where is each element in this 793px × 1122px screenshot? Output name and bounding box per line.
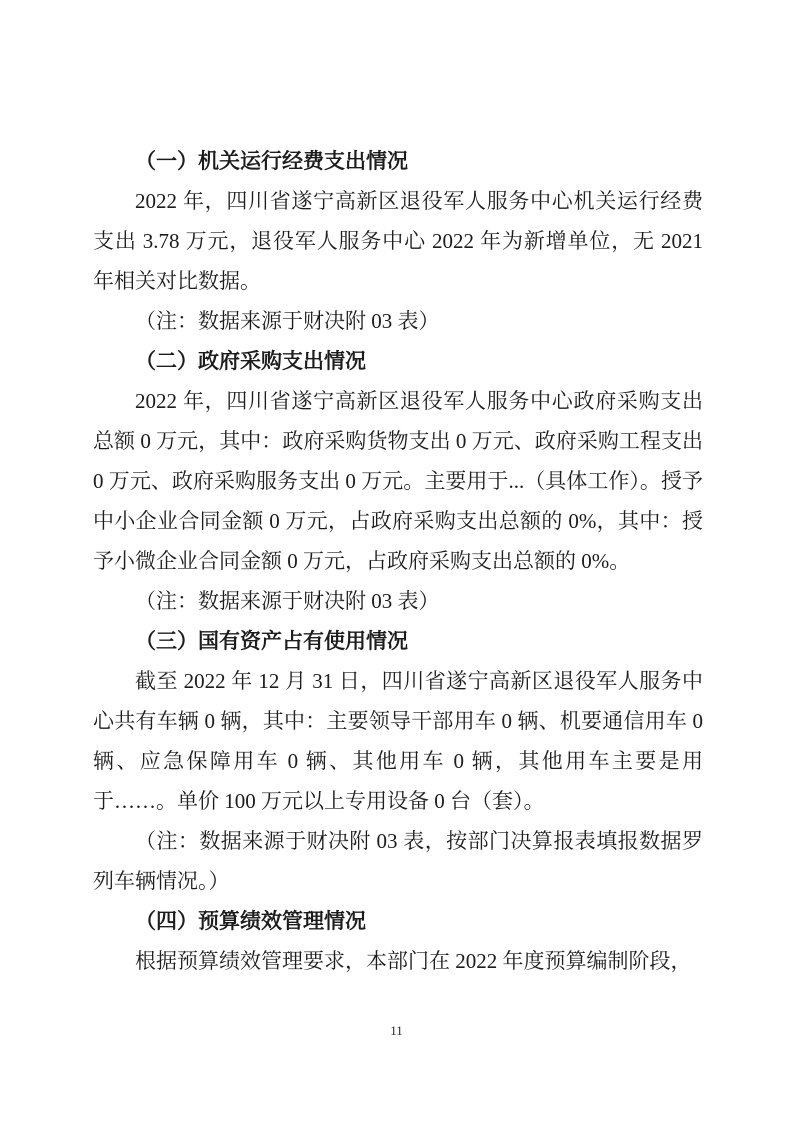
section-4-heading: （四）预算绩效管理情况 <box>135 909 366 933</box>
section-3-paragraph: 截至 2022 年 12 月 31 日，四川省遂宁高新区退役军人服务中心共有车辆 0 辆，其中：主要领导干部用车 0 辆、机要通信用车 0 辆、应急保障用车 0 辆、其他用车 0 辆，其他用车主要是用于……。单价 100 万元以上专用设备 0 台（套）。 <box>93 669 703 813</box>
section-3-heading: （三）国有资产占有使用情况 <box>135 629 408 653</box>
section-2-paragraph: 2022 年，四川省遂宁高新区退役军人服务中心政府采购支出总额 0 万元，其中：政府采购货物支出 0 万元、政府采购工程支出 0 万元、政府采购服务支出 0 万元。主要用于...（具体工作）。授予中小企业合同金额 0 万元，占政府采购支出总额的 0%，其中：授予小微企业合同金额 0 万元，占政府采购支出总额的 0%。 <box>93 389 703 573</box>
section-1-note: （注：数据来源于财决附 03 表） <box>135 309 440 333</box>
section-2-heading: （二）政府采购支出情况 <box>135 349 366 373</box>
document-body <box>93 141 703 981</box>
page-number: 11 <box>390 1023 403 1038</box>
section-1-heading: （一）机关运行经费支出情况 <box>135 149 408 173</box>
section-4-paragraph: 根据预算绩效管理要求，本部门在 2022 年度预算编制阶段， <box>135 949 692 973</box>
section-2-note: （注：数据来源于财决附 03 表） <box>135 589 440 613</box>
section-3-note: （注：数据来源于财决附 03 表，按部门决算报表填报数据罗列车辆情况。） <box>93 829 703 893</box>
section-1-paragraph: 2022 年，四川省遂宁高新区退役军人服务中心机关运行经费支出 3.78 万元，退役军人服务中心 2022 年为新增单位，无 2021 年相关对比数据。 <box>93 189 703 293</box>
